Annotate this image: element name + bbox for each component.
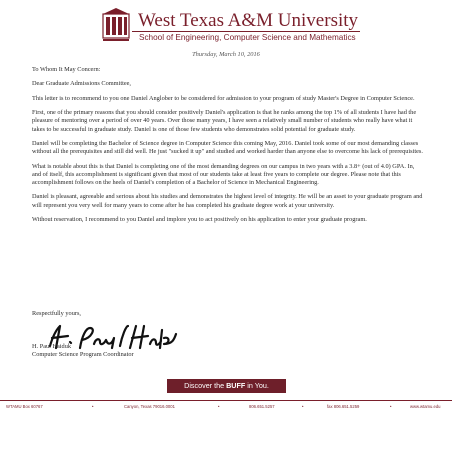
university-name: West Texas A&M University bbox=[138, 10, 359, 31]
letter-paragraph: Daniel will be completing the Bachelor of Science degree in Computer Science this coming May, 2016. Daniel took some of our most demanding classes without all the prerequisites and still did well. He just "sucked it up" and studied and worked harder than anyone else to overcome his lack of prerequisites. bbox=[32, 139, 423, 156]
letter-paragraph: What is notable about this is that Daniel is completing one of the most demanding degrees on our campus in two years with a 3.8+ (out of 4.0) GPA. In, and of itself, this accomplishment is significant given that most of our students take at least five years to complete our degree. Please note that this accomplishment follows on the heels of Daniel's completion of a Bachelor of Science in Mechanical Engineering. bbox=[32, 162, 415, 186]
salutation-line: Dear Graduate Admissions Committee, bbox=[32, 80, 131, 88]
banner-highlight: BUFF bbox=[226, 381, 246, 390]
signer-title: Computer Science Program Coordinator bbox=[32, 351, 134, 358]
letter-body bbox=[32, 66, 424, 230]
footer-web: www.wtamu.edu bbox=[410, 404, 441, 409]
signature-block bbox=[32, 310, 232, 358]
letter-paragraph: First, one of the primary reasons that you should consider positively Daniel's application is that he ranks among the top 1% of all students I have had the pleasure of mentoring over a period of over 40 years. Over those many years, I have seen a relatively small number of students who really have what it takes to be successful in graduate study. Daniel is one of those few students who demonstrates solid potential for graduate study. bbox=[32, 109, 417, 133]
footer-city: Canyon, Texas 79016.0001 bbox=[124, 404, 175, 409]
school-name: School of Engineering, Computer Science and Mathematics bbox=[139, 33, 356, 42]
banner-prefix: Discover the bbox=[184, 381, 227, 390]
banner-suffix: in You. bbox=[245, 381, 269, 390]
letter-paragraph: This letter is to recommend to you one Daniel Anglober to be considered for admission to your program of study Master's Degree in Computer Science. bbox=[32, 94, 415, 102]
closing-line: Respectfully yours, bbox=[32, 310, 81, 317]
footer-bullet: • bbox=[92, 404, 94, 409]
footer-phone: 806.651.5257 bbox=[249, 404, 275, 409]
letter-paragraph: Daniel is pleasant, agreeable and serious about his studies and demonstrates the highest level of integrity. He will be an asset to your graduate program and will represent you very well for many years to come after he has completed his graduate degree work at your university. bbox=[32, 193, 423, 209]
header-divider bbox=[132, 31, 360, 32]
signer-name: H. Paul Haiduk bbox=[32, 343, 72, 350]
footer-divider bbox=[0, 400, 452, 401]
letter-footer bbox=[0, 404, 452, 414]
footer-box: WTAMU Box 60767 bbox=[6, 404, 43, 409]
letter-date: Thursday, March 10, 2016 bbox=[192, 51, 260, 58]
discover-banner bbox=[167, 379, 286, 393]
salutation-line: To Whom It May Concern: bbox=[32, 66, 101, 73]
footer-fax: fax 806.651.5259 bbox=[327, 404, 360, 409]
footer-bullet: • bbox=[390, 404, 392, 409]
letter-paragraph: Without reservation, I recommend to you Daniel and implore you to act positively on his application to enter your graduate program. bbox=[32, 215, 367, 223]
footer-bullet: • bbox=[218, 404, 220, 409]
footer-bullet: • bbox=[302, 404, 304, 409]
university-logo-icon bbox=[101, 8, 131, 48]
